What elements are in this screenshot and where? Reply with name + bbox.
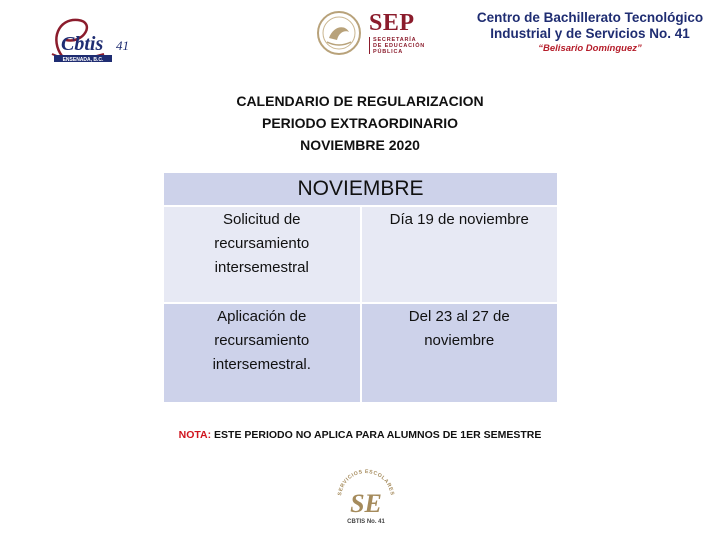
school-motto: “Belisario Domínguez”: [538, 43, 642, 54]
activity-line: Solicitud de: [222, 211, 301, 228]
svg-text:Cbtis: Cbtis: [61, 33, 104, 55]
activity-line: intersemestral.: [212, 356, 311, 373]
cbtis-logo: [44, 10, 144, 70]
title-line-3: NOVIEMBRE 2020: [300, 137, 420, 153]
activity-line: recursamiento: [214, 235, 310, 252]
svg-text:SE: SE: [350, 489, 382, 518]
svg-text:ENSENADA, B.C.: ENSENADA, B.C.: [62, 57, 104, 63]
sep-subtitle: [373, 37, 425, 55]
activity-cell: [164, 206, 361, 303]
sep-logo: [313, 10, 443, 56]
date-cell: [361, 206, 558, 303]
sep-wordmark: SEP: [369, 10, 415, 36]
table-row: [164, 206, 557, 303]
sep-sub-line-3: PÚBLICA: [373, 49, 404, 55]
date-line: Día 19 de noviembre: [389, 211, 529, 228]
date-cell: [361, 303, 558, 402]
activity-line: intersemestral: [214, 259, 309, 276]
servicios-escolares-seal-icon: [331, 466, 401, 532]
note-text: ESTE PERIODO NO APLICA PARA ALUMNOS DE 1ER SEMESTRE: [211, 429, 542, 441]
title-line-1: CALENDARIO DE REGULARIZACION: [236, 93, 484, 109]
date-line: Del 23 al 27 de: [408, 308, 510, 325]
svg-text:CBTIS No. 41: CBTIS No. 41: [347, 519, 385, 525]
school-name-line-1: Centro de Bachillerato Tecnológico: [476, 10, 704, 25]
activity-cell: [164, 303, 361, 402]
calendar-table: [164, 173, 557, 402]
calendar-month-header: NOVIEMBRE: [164, 173, 557, 206]
svg-text:SERVICIOS ESCOLARES: SERVICIOS ESCOLARES: [337, 468, 395, 497]
table-row: [164, 303, 557, 402]
sep-sub-line-2: DE EDUCACIÓN: [373, 43, 426, 49]
note-label: NOTA:: [178, 429, 212, 441]
eagle-emblem-icon: [313, 10, 365, 56]
school-name-line-2: Industrial y de Servicios No. 41: [490, 26, 690, 41]
svg-text:41: 41: [116, 38, 129, 53]
note: [0, 429, 720, 441]
sep-sub-line-1: SECRETARÍA: [373, 37, 417, 43]
title-line-2: PERIODO EXTRAORDINARIO: [261, 115, 458, 131]
activity-line: recursamiento: [214, 332, 310, 349]
activity-line: Aplicación de: [217, 308, 307, 325]
school-name: [470, 10, 710, 54]
document-title: [0, 90, 720, 156]
sep-divider: [369, 37, 370, 54]
date-line: noviembre: [424, 332, 495, 349]
